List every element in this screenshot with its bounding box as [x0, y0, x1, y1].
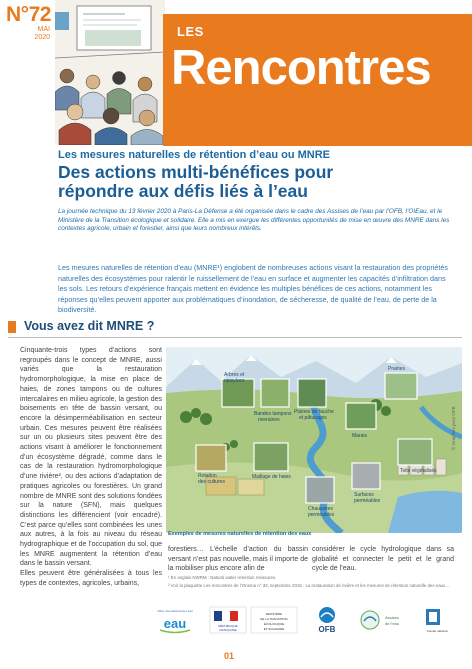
fig-label-surfaces: Surfaces: [354, 492, 374, 498]
ministere-logo: [250, 605, 298, 635]
svg-text:OFB: OFB: [318, 625, 336, 634]
svg-text:MINISTÈRE: MINISTÈRE: [265, 612, 283, 616]
fig-label-chaussees-2: perméables: [308, 512, 335, 518]
article-lead: La journée technique du 13 février 2020 à Paris-La Défense a été organisée dans le cadre des Assises de l’eau par l’OFB, l’OIEau, et le Ministère de la Transition écologique et solidaire. Elle a mis en exergue les différentes opportunités de mise en œuvre des MNRE dans les contextes agricole, urbain et forestier, ainsi que leurs nombreux intérêts.: [58, 208, 450, 232]
issue-badge: [6, 4, 50, 42]
fig-label-arbres: Arbres et: [224, 372, 245, 378]
republique-logo: [208, 605, 248, 635]
section-divider: [8, 337, 462, 338]
page-number: 01: [224, 651, 235, 661]
body-paragraph-2: Elles peuvent être généralisées à tous les types de contextes, agricoles, urbains,: [20, 570, 162, 587]
fig-label-prairies: Prairies: [388, 366, 405, 372]
ofb-logo: [310, 605, 344, 635]
issue-number: N°72: [6, 3, 51, 26]
section-marker: [8, 321, 16, 333]
fig-label-bandes: Bandes tampons: [254, 411, 292, 417]
header-illustration: [55, 0, 165, 145]
fig-label-surfaces-2: perméables: [354, 498, 381, 504]
fig-label-plaines-2: et pâturages: [299, 415, 327, 421]
footnote-2: ² Voir la plaquette Les rencontres de l’Onema n° 33, septembre 2015 : La restauration de rivière et les mesures de rétention naturelle des eaux…: [168, 583, 450, 588]
section-title: Vous avez dit MNRE ?: [24, 319, 155, 333]
fig-label-bandes-2: riveraines: [258, 417, 280, 423]
svg-text:ÉCOLOGIQUE: ÉCOLOGIQUE: [263, 622, 285, 626]
fig-label-rotation-2: des cultures: [198, 479, 225, 485]
svg-text:ET SOLIDAIRE: ET SOLIDAIRE: [263, 627, 285, 631]
banner-title: Rencontres: [171, 41, 431, 95]
body-paragraph-1: Cinquante-trois types d’actions sont regroupés dans le concept de MNRE, aussi variés que la restauration hydromorphologique, la mise en place de haies, de zones tampons ou de cultures intercalaires en milieu agricole, la gestion des boisements en tête de bassin versant, ou encore la désimperméabilisation en secteur urbain. Ces mesures peuvent être réalisées sur un ou plusieurs sites peuvent être des actions visant à améliorer le fonctionnement d’un écosystème dégradé, comme dans le cas de la restauration hydromorphologique d’une rivière², ou des actions d’adaptation de pratiques agricoles ou forestières. Un grand nombre de MNRE sont des solutions fondées sur la nature (SFN), mais quelques distinctions les différencient (voir encadré). C’est parce qu’elles sont combinées les unes aux autres, à la fois au niveau du réseau hydrographique et de l’occupation du sol, que les MNRE augmentent la rétention d’eau dans le bassin versant.: [20, 347, 162, 568]
svg-text:Comité national: Comité national: [426, 629, 448, 633]
svg-text:DE LA TRANSITION: DE LA TRANSITION: [260, 617, 288, 621]
svg-text:eau: eau: [163, 616, 187, 631]
body-column-1: [20, 346, 162, 589]
issue-year: 2020: [34, 34, 50, 41]
assises-logo: [356, 605, 408, 635]
partner-logos: [150, 605, 460, 639]
body-column-3: considérer le cycle hydrologique dans sa globalité et connecter le petit et le grand cycle de l’eau.: [312, 546, 454, 573]
fig-label-toits: Toits végétalisés: [400, 468, 437, 474]
article-kicker: Les mesures naturelles de rétention d’eau ou MNRE: [58, 149, 331, 161]
fig-label-haies: Maillage de haies: [252, 474, 291, 480]
fig-label-arbres-2: ripisylves: [224, 378, 245, 384]
svg-text:RÉPUBLIQUE: RÉPUBLIQUE: [218, 624, 238, 628]
footnote-1: ¹ En anglais NWRM : Natural water retention measures.: [168, 575, 277, 580]
svg-text:Assises: Assises: [385, 615, 399, 620]
svg-text:FRANÇAISE: FRANÇAISE: [219, 628, 237, 632]
fig-label-plaines: Plaines de fauche: [294, 409, 334, 415]
header-banner: [163, 14, 472, 146]
figure-credit: © Graphies pour OFB: [451, 406, 456, 450]
figure-caption: Exemples de mesures naturelles de rétention des eaux: [168, 531, 312, 537]
fig-label-chaussees: Chaussées: [308, 506, 334, 512]
article-title-line2: répondre aux défis liés à l’eau: [58, 181, 308, 201]
svg-text:de l’eau: de l’eau: [384, 621, 400, 626]
article-title-line1: Des actions multi-bénéfices pour: [58, 162, 334, 182]
comite-logo: [422, 605, 452, 635]
fig-label-rotation: Rotation: [198, 473, 217, 479]
body-column-2: forestiers… L’échelle d’action du bassin versant n’est pas nouvelle, mais il importe de la mobiliser plus encore afin de: [168, 546, 308, 573]
banner-les: LES: [177, 24, 204, 39]
fig-label-marais: Marais: [352, 433, 368, 439]
oieau-logo: [150, 605, 200, 635]
mnre-illustration: [166, 347, 462, 533]
issue-month: MAI: [37, 26, 50, 33]
svg-text:office international de l’eau: office international de l’eau: [157, 609, 193, 613]
article-title: [58, 163, 458, 201]
article-intro: Les mesures naturelles de rétention d’eau (MNRE¹) englobent de nombreuses actions visant la restauration des propriétés naturelles des écosystèmes pour ralentir le ruissellement de l’eau en surface et augmenter les capacités d’infiltration dans les sols. Les retours d’expérience français mettent en évidence les multiples bénéfices de ces actions, notamment les réponses qu’elles peuvent apporter aux problématiques d’inondation, de sécheresse, de qualité de l’eau, de perte de la biodiversité.: [58, 263, 448, 314]
